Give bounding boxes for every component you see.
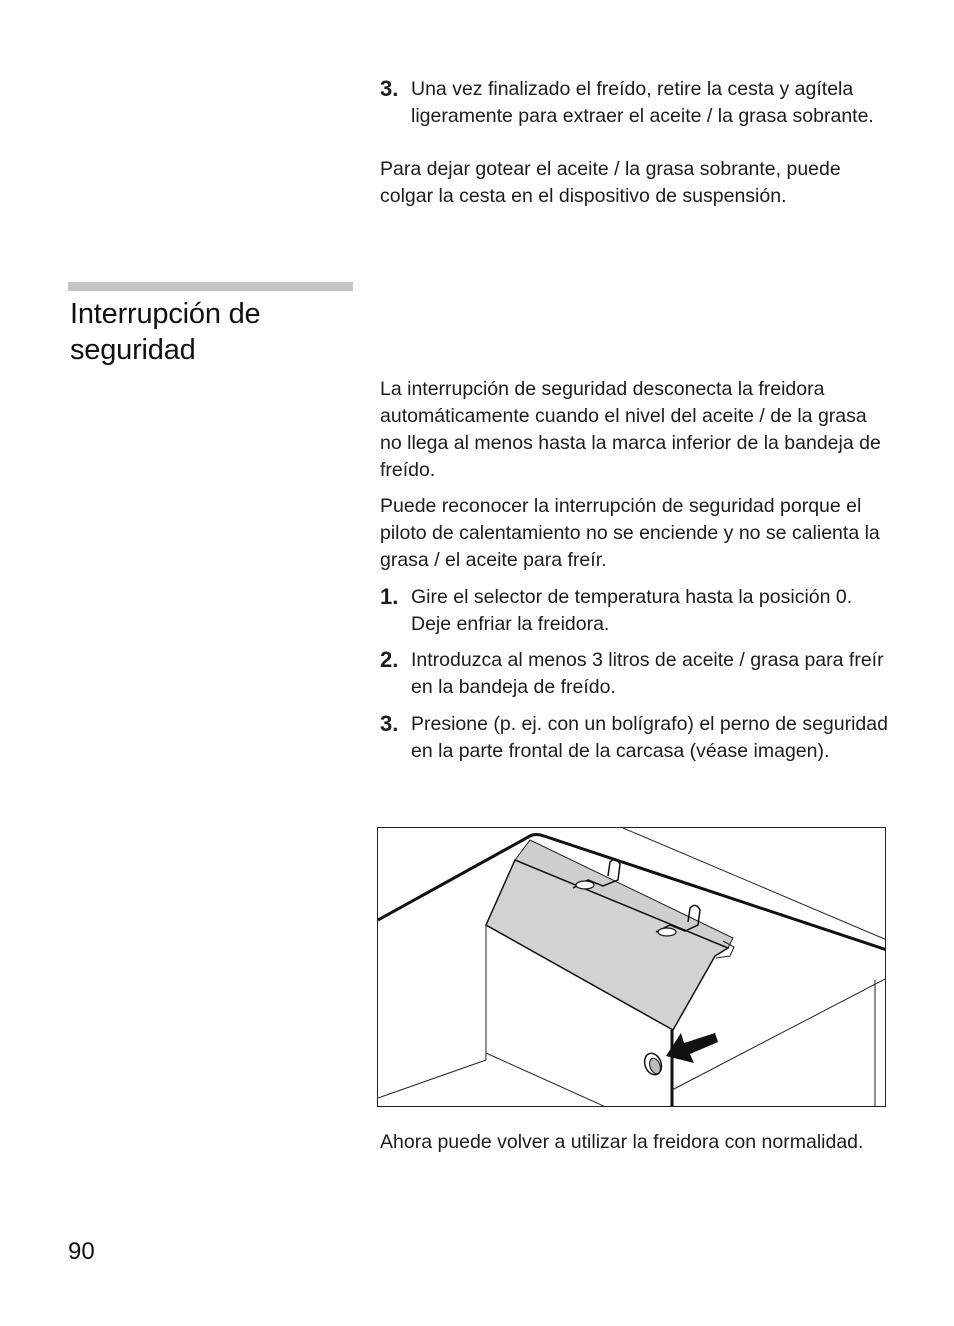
step-2 [380, 647, 890, 701]
step-number: 3. [380, 76, 399, 101]
section-paragraph-1: La interrupción de seguridad desconecta la freidora automáticamente cuando el nivel del aceite / de la grasa no llega al menos hasta la marca inferior de la bandeja de freído. [380, 378, 881, 481]
step-number: 1. [380, 584, 399, 609]
step-1 [380, 584, 890, 638]
section-paragraph-2: Puede reconocer la interrupción de seguridad porque el piloto de calentamiento no se enciende y no se calienta la grasa / el aceite para freír. [380, 495, 880, 571]
step-number: 2. [380, 647, 399, 672]
section-divider-bar [68, 282, 353, 291]
section-title: Interrupción de seguridad [70, 298, 261, 366]
closing-paragraph: Ahora puede volver a utilizar la freidora con normalidad. [380, 1131, 864, 1153]
step-text: Introduzca al menos 3 litros de aceite / grasa para freír en la bandeja de freído. [411, 649, 884, 698]
step-number: 3. [380, 711, 399, 736]
step-text: Una vez finalizado el freído, retire la cesta y agítela ligeramente para extraer el aceite / la grasa sobrante. [411, 78, 874, 127]
step-text: Presione (p. ej. con un bolígrafo) el perno de seguridad en la parte frontal de la carcasa (véase imagen). [411, 713, 888, 762]
top-note: Para dejar gotear el aceite / la grasa sobrante, puede colgar la cesta en el dispositivo de suspensión. [380, 158, 841, 207]
top-step-3 [380, 76, 890, 130]
fryer-safety-pin-illustration [377, 827, 886, 1107]
step-3 [380, 711, 890, 765]
page-number: 90 [68, 1238, 95, 1265]
step-text: Gire el selector de temperatura hasta la posición 0. Deje enfriar la freidora. [411, 586, 853, 635]
